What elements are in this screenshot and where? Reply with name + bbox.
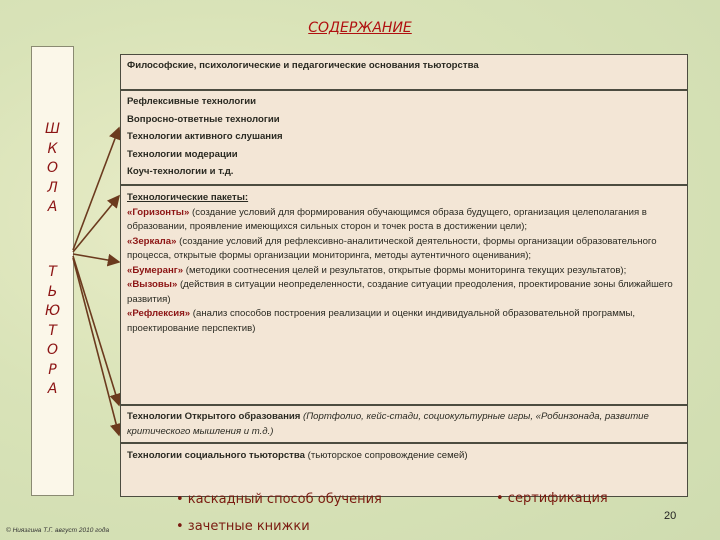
side-label-school: Ш К О Л А: [45, 121, 60, 215]
bullet-cascade: • каскадный способ обучения: [176, 492, 382, 507]
panel-open-education: Технологии Открытого образования (Портфолио, кейс-стади, социокультурные игры, «Робинзонада, развитие критического мышления и т.д.): [120, 405, 688, 443]
package-item: «Бумеранг» (методики соотнесения целей и результатов, открытые формы мониторинга текущих результатов);: [127, 264, 627, 276]
panel-tech-packages: [120, 185, 688, 405]
page-number: 20: [664, 510, 677, 522]
bullet-certification: • сертификация: [496, 491, 608, 506]
tech-item: Вопросно-ответные технологии: [127, 113, 280, 125]
package-item: «Вызовы» (действия в ситуации неопределенности, создание ситуации преодоления, проектирование зоны ближайшего развития): [127, 279, 673, 305]
panel-foundations: Философские, психологические и педагогические основания тьюторства: [120, 54, 688, 90]
bullet-record-books: • зачетные книжки: [176, 519, 310, 534]
panel-social-tutoring: Технологии социального тьюторства (тьюторское сопровождение семей): [120, 443, 688, 497]
panel-technologies: [120, 90, 688, 185]
copyright-footer: © Ниязгина Т.Г. август 2010 года: [6, 527, 110, 534]
tech-item: Технологии активного слушания: [127, 131, 283, 142]
package-item: «Рефлексия» (анализ способов построения реализации и оценки индивидуальной образовательной программы, проектирование перспектив): [127, 308, 636, 334]
package-item: «Зеркала» (создание условий для рефлексивно-аналитической деятельности, формы организации образовательного процесса, открытые формы организации мониторинга, методы аутентичного оценивания);: [127, 235, 657, 261]
page-title: СОДЕРЖАНИЕ: [308, 20, 412, 36]
side-label-tutor: Т Ь Ю Т О Р А: [44, 264, 61, 397]
tech-item: Рефлексивные технологии: [127, 96, 257, 107]
tech-item: Технологии модерации: [127, 148, 238, 160]
package-item: «Горизонты» (создание условий для формирования обучающимся образа будущего, организация целеполагания в образовании, проявление имеющихся сильных сторон и точек роста в достижении цели);: [127, 206, 647, 232]
tech-item: Коуч-технологии и т.д.: [127, 166, 234, 177]
packages-heading: Технологические пакеты:: [127, 192, 249, 203]
